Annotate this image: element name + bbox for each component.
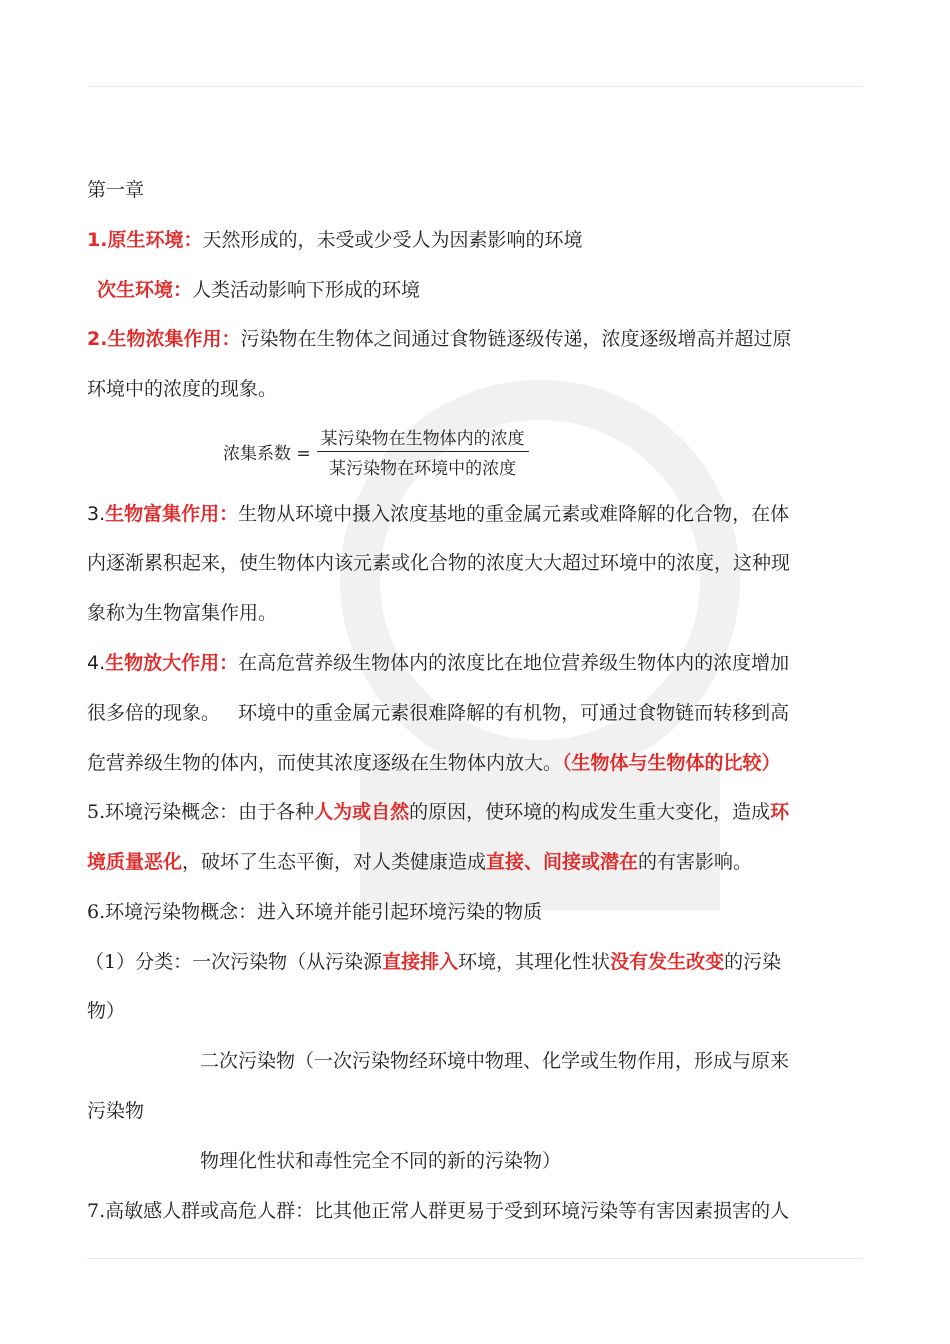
bcf-formula bbox=[223, 424, 529, 479]
text-line: 内逐渐累积起来，使生物体内该元素或化合物的浓度大大超过环境中的浓度，这种现 bbox=[87, 552, 791, 574]
text-line: 象称为生物富集作用。 bbox=[87, 602, 278, 624]
term-definition: 在高危营养级生物体内的浓度比在地位营养级生物体内的浓度增加 bbox=[238, 652, 790, 674]
text-line: 污染物 bbox=[87, 1100, 145, 1122]
text-segment: ，破坏了生态平衡，对人类健康造成 bbox=[182, 851, 487, 873]
term-label: 生物富集作用： bbox=[105, 503, 239, 525]
term-number: 1. bbox=[87, 229, 108, 251]
text-segment: 危营养级生物的体内，而使其浓度逐级在生物体内放大。 bbox=[87, 752, 563, 774]
term-bioconcentration bbox=[87, 324, 791, 354]
highlight-note: （生物体与生物体的比较） bbox=[562, 752, 781, 774]
formula-fraction bbox=[317, 424, 529, 479]
term-number: 2. bbox=[87, 328, 108, 350]
term-definition: 生物从环境中摄入浓度基地的重金属元素或难降解的化合物，在体 bbox=[238, 503, 790, 525]
text-segment: 的原因，使环境的构成发生重大变化，造成 bbox=[409, 801, 771, 823]
highlight-text: 没有发生改变 bbox=[610, 951, 725, 973]
term-environmental-pollution bbox=[87, 797, 789, 827]
term-primary-environment bbox=[87, 225, 582, 255]
term-biomagnification bbox=[87, 648, 789, 678]
term-definition: 天然形成的，未受或少受人为因素影响的环境 bbox=[202, 229, 583, 251]
term-label: 原生环境： bbox=[107, 229, 203, 251]
formula-label: 浓集系数 = bbox=[223, 444, 311, 464]
footer-rule bbox=[87, 1258, 863, 1259]
formula-numerator: 某污染物在生物体内的浓度 bbox=[317, 424, 529, 452]
text-line bbox=[87, 847, 752, 877]
text-segment: 的污染 bbox=[724, 951, 782, 973]
term-number: 4. bbox=[87, 652, 106, 674]
term-label: 生物放大作用： bbox=[105, 652, 239, 674]
text-line: 二次污染物（一次污染物经环境中物理、化学或生物作用，形成与原来 bbox=[200, 1050, 790, 1072]
highlight-text: 环 bbox=[770, 801, 790, 823]
term-sensitive-population: 7.高敏感人群或高危人群：比其他正常人群更易于受到环境污染等有害因素损害的人 bbox=[87, 1200, 790, 1222]
highlight-text: 境质量恶化 bbox=[87, 851, 183, 873]
highlight-text: 人为或自然 bbox=[314, 801, 410, 823]
text-segment: 的有害影响。 bbox=[638, 851, 753, 873]
text-line: 物理化性状和毒性完全不同的新的污染物） bbox=[200, 1150, 562, 1172]
term-label: 次生环境： bbox=[97, 279, 193, 301]
text-line: 环境中的浓度的现象。 bbox=[87, 378, 278, 400]
text-segment: （1）分类：一次污染物（从污染源 bbox=[85, 951, 383, 973]
term-environmental-pollutant: 6.环境污染物概念：进入环境并能引起环境污染的物质 bbox=[87, 901, 543, 923]
classification-line bbox=[85, 947, 781, 977]
text-line: 很多倍的现象。 环境中的重金属元素很难降解的有机物，可通过食物链而转移到高 bbox=[87, 702, 790, 724]
header-rule bbox=[87, 86, 863, 87]
chapter-heading: 第一章 bbox=[87, 179, 145, 201]
term-number: 3. bbox=[87, 503, 106, 525]
text-line bbox=[87, 748, 781, 778]
term-bioaccumulation bbox=[87, 499, 789, 529]
term-definition: 人类活动影响下形成的环境 bbox=[192, 279, 421, 301]
term-definition: 污染物在生物体之间通过食物链逐级传递，浓度逐级增高并超过原 bbox=[240, 328, 792, 350]
text-segment: 环境，其理化性状 bbox=[458, 951, 611, 973]
text-line: 物） bbox=[87, 1000, 126, 1022]
formula-denominator: 某污染物在环境中的浓度 bbox=[329, 459, 517, 479]
term-secondary-environment bbox=[97, 275, 420, 305]
term-label: 生物浓集作用： bbox=[107, 328, 241, 350]
text-segment: 5.环境污染概念：由于各种 bbox=[87, 801, 315, 823]
highlight-text: 直接排入 bbox=[382, 951, 459, 973]
highlight-text: 直接、间接或潜在 bbox=[486, 851, 639, 873]
